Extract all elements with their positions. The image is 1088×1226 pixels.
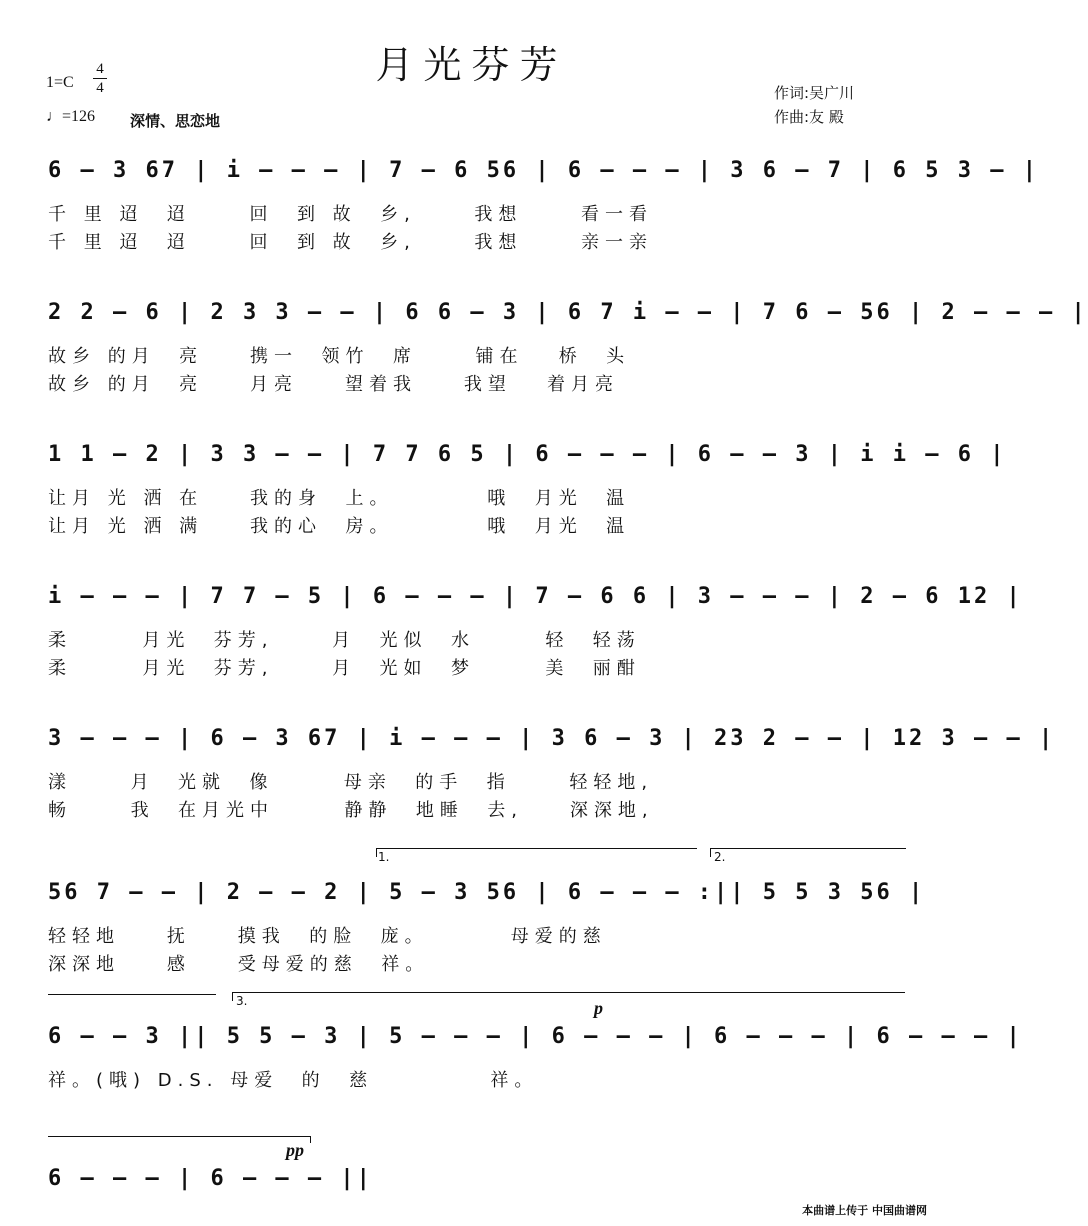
notation-line: 1 1 – 2 | 3 3 – – | 7 7 6 5 | 6 – – – | 6 – – 3 | i i – 6 | (48, 442, 1007, 467)
lyric-verse-1: 祥。(哦) D.S. 母爱 的 慈 祥。 (48, 1070, 539, 1091)
notation-line: 6 – 3 67 | i – – – | 7 – 6 56 | 6 – – – | 3 6 – 7 | 6 5 3 – | (48, 158, 1039, 183)
key-signature: 1=C (46, 74, 74, 91)
lyric-verse-1: 千 里 迢 迢 回 到 故 乡, 我想 看一看 (48, 204, 654, 225)
volta-1-bracket (376, 848, 697, 857)
notation-line: 6 – – 3 || 5 5 – 3 | 5 – – – | 6 – – – | 6 – – – | 6 – – – | (48, 1024, 1023, 1049)
lyricist-credit: 作词:吴广川 (774, 84, 855, 102)
notation-line: 6 – – – | 6 – – – || (48, 1166, 373, 1191)
music-system-4 (0, 584, 1023, 704)
volta-1-label: 1. (378, 850, 390, 864)
expression-marking: 深情、思恋地 (130, 112, 221, 130)
volta-continuation (48, 994, 216, 1001)
lyric-verse-2: 柔 月光 芬芳, 月 光如 梦 美 丽酣 (48, 658, 641, 679)
time-signature (93, 60, 107, 97)
lyric-verse-1: 漾 月 光就 像 母亲 的手 指 轻轻地, (48, 772, 654, 793)
lyric-verse-2: 千 里 迢 迢 回 到 故 乡, 我想 亲一亲 (48, 232, 654, 253)
lyric-verse-2: 畅 我 在月光中 静静 地睡 去, 深深地, (48, 800, 654, 821)
volta-2-bracket (710, 848, 906, 857)
lyric-verse-1: 轻轻地 抚 摸我 的脸 庞。 母爱的慈 (48, 926, 607, 947)
song-title: 月光芬芳 (375, 43, 568, 87)
meter-bottom: 4 (96, 80, 104, 96)
music-system-6 (0, 850, 943, 1000)
lyric-verse-2: 深深地 感 受母爱的慈 祥。 (48, 954, 430, 975)
composer-credit: 作曲:友 殿 (774, 108, 844, 126)
volta-2-label: 2. (714, 850, 726, 864)
notation-line: 56 7 – – | 2 – – 2 | 5 – 3 56 | 6 – – – :|| 5 5 3 56 | (48, 880, 926, 905)
footer-credit: 本曲谱上传于 中国曲谱网 (802, 1204, 927, 1217)
music-system-1 (0, 158, 1039, 278)
volta-3-label: 3. (236, 994, 248, 1008)
notation-line: i – – – | 7 7 – 5 | 6 – – – | 7 – 6 6 | 3 – – – | 2 – 6 12 | (48, 584, 1023, 609)
lyric-verse-2: 让月 光 洒 满 我的心 房。 哦 月光 温 (48, 516, 631, 537)
music-system-3 (0, 442, 1007, 562)
notation-line: 2 2 – 6 | 2 3 3 – – | 6 6 – 3 | 6 7 i – – | 7 6 – 56 | 2 – – – | (48, 300, 1088, 325)
music-system-2 (0, 300, 1088, 420)
lyric-verse-1: 故乡 的月 亮 携一 领竹 席 铺在 桥 头 (48, 346, 631, 367)
music-system-7 (0, 994, 1023, 1144)
notation-line: 3 – – – | 6 – 3 67 | i – – – | 3 6 – 3 | 23 2 – – | 12 3 – – | (48, 726, 1056, 751)
music-system-5 (0, 726, 1056, 846)
meter-top: 4 (96, 61, 104, 77)
volta-continuation (48, 1136, 311, 1143)
dynamic-p: p (594, 998, 603, 1018)
dynamic-pp: pp (286, 1140, 304, 1160)
volta-3-bracket (232, 992, 905, 1001)
lyric-verse-2: 故乡 的月 亮 月亮 望着我 我望 着月亮 (48, 374, 619, 395)
tempo-marking: ♩=126 (46, 108, 96, 125)
lyric-verse-1: 让月 光 洒 在 我的身 上。 哦 月光 温 (48, 488, 631, 509)
lyric-verse-1: 柔 月光 芬芳, 月 光似 水 轻 轻荡 (48, 630, 641, 651)
